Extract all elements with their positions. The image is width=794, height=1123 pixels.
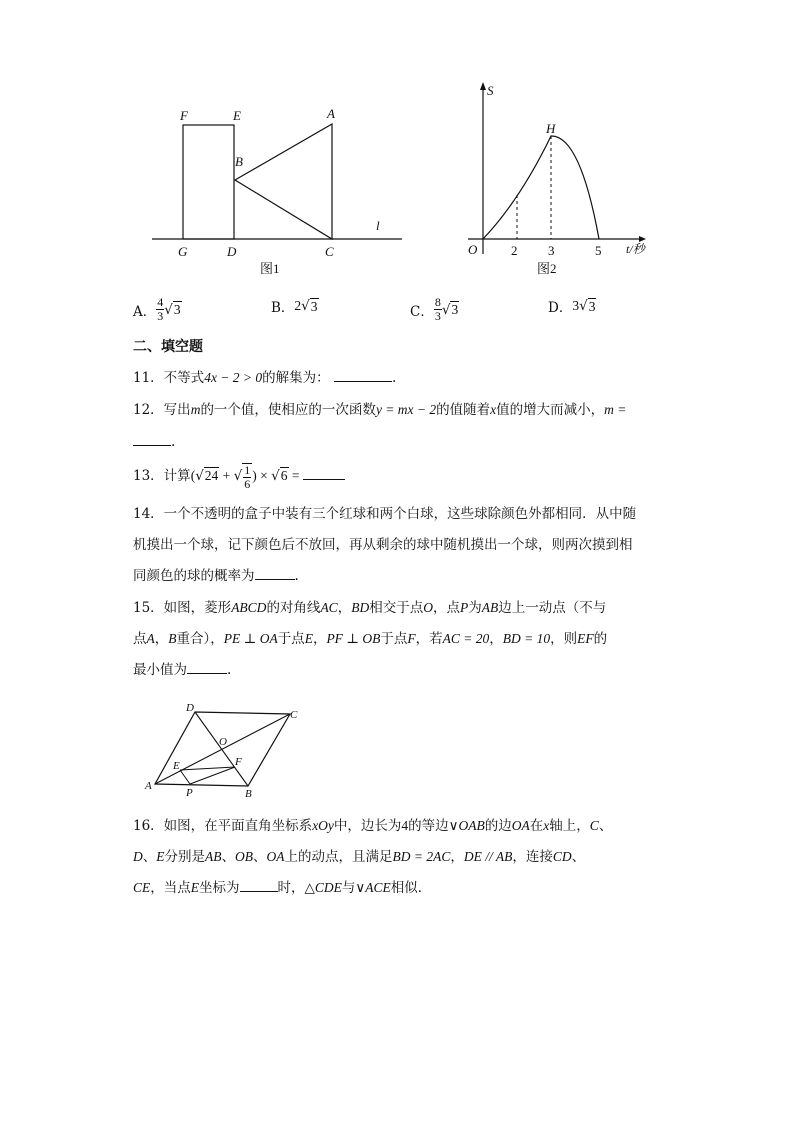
choice-a-fraction <box>156 296 164 323</box>
choice-b[interactable] <box>271 296 319 316</box>
label-D: D <box>186 702 194 714</box>
q13-radicand-2: 6 <box>280 468 288 483</box>
q12-var-m: m <box>190 402 201 417</box>
choice-c-den: 3 <box>434 309 441 323</box>
q11-prefix: 11．不等式 <box>133 370 205 386</box>
tick-2: 2 <box>511 243 518 258</box>
choice-c-label: C． <box>410 303 434 320</box>
figure-2-caption: 图2 <box>537 261 557 276</box>
choice-b-coef: 2 <box>294 298 302 313</box>
label-A: A <box>145 780 152 792</box>
label-E: E <box>233 108 241 123</box>
label-t-seconds: t/秒 <box>626 242 645 256</box>
label-D: D <box>227 244 237 259</box>
q12-prefix: 12．写出 <box>133 402 191 418</box>
question-12 <box>133 396 663 424</box>
label-O: O <box>219 736 227 748</box>
choice-a-radicand: 3 <box>173 302 181 317</box>
choice-c[interactable] <box>410 296 459 323</box>
label-F: F <box>235 756 242 768</box>
radical-icon: √ <box>441 301 451 318</box>
label-E: E <box>173 760 180 772</box>
triangle-abc <box>235 124 332 239</box>
label-H: H <box>546 121 556 136</box>
radical-icon: √ <box>579 298 588 314</box>
radical-icon: √ <box>271 468 280 484</box>
label-F: F <box>180 108 188 123</box>
q11-answer-blank[interactable] <box>334 367 392 382</box>
q13-frac-den: 6 <box>244 476 251 491</box>
curve-s-t <box>483 136 599 239</box>
label-l: l <box>376 218 380 233</box>
tick-5: 5 <box>595 243 602 258</box>
choice-d-coef: 3 <box>572 298 580 313</box>
diagonal-bd <box>195 712 248 786</box>
label-S: S <box>487 83 494 98</box>
q12-answer-blank[interactable] <box>133 431 171 446</box>
q11-expression: 4x − 2 > 0 <box>204 370 263 385</box>
label-P: P <box>186 787 193 799</box>
segment-ef <box>180 767 235 770</box>
label-O: O <box>468 242 478 257</box>
question-14-line-2: 机摸出一个球，记下颜色后不放回，再从剩余的球中随机摸出一个球，则两次摸到相 <box>133 537 633 553</box>
question-16-line-3: CE，当点E坐标为 时，△CDE与∨ACE相似． <box>133 874 663 902</box>
q13-radicand-1: 24 <box>204 468 219 483</box>
q14-answer-blank[interactable] <box>255 565 295 580</box>
q12-mid2: 的值随着 <box>436 402 491 418</box>
choice-a-label: A． <box>133 303 157 320</box>
q13-prefix: 13．计算 <box>133 468 191 484</box>
label-G: G <box>178 244 188 259</box>
q14-line3: 同颜色的球的概率为 <box>133 568 255 584</box>
q13-answer-blank[interactable] <box>303 465 345 480</box>
tick-3: 3 <box>548 243 555 258</box>
question-16-line-1: 16．如图，在平面直角坐标系xOy中，边长为4的等边∨OAB的边OA在x轴上，C、 <box>133 818 613 834</box>
label-C: C <box>325 244 334 259</box>
choice-d[interactable] <box>548 296 596 316</box>
y-axis-arrow <box>480 82 486 90</box>
segment-pe <box>180 770 190 784</box>
label-C: C <box>290 709 298 721</box>
q12-expression: y = mx − 2 <box>375 402 437 417</box>
question-16-line-2: D、E分别是AB、OB、OA上的动点，且满足BD = 2AC，DE // AB，连接CD、 <box>133 849 586 865</box>
question-15-line-1: 15．如图，菱形ABCD的对角线AC，BD相交于点O，点P为AB边上一动点（不与 <box>133 600 607 616</box>
label-B: B <box>235 154 243 169</box>
q13-fraction <box>242 463 252 491</box>
q13-frac-num: 1 <box>244 462 251 477</box>
question-14-line-3 <box>133 562 663 590</box>
q11-suffix: 的解集为： <box>262 370 330 386</box>
question-15-line-3: 最小值为 . <box>133 656 663 684</box>
question-15-line-2: 点A，B重合），PE ⊥ OA于点E，PF ⊥ OB于点F，若AC = 20，BD = 10，则EF的 <box>133 631 608 647</box>
radical-icon: √ <box>301 298 310 314</box>
figure-2 <box>460 80 660 285</box>
q15-answer-blank[interactable] <box>187 659 227 674</box>
question-14-line-1: 14．一个不透明的盒子中装有三个红球和两个白球，这些球除颜色外都相同．从中随 <box>133 506 637 522</box>
radical-icon: √ <box>195 468 204 484</box>
label-A: A <box>327 106 335 121</box>
choice-b-label: B． <box>271 300 295 316</box>
rectangle-gdef <box>183 125 234 239</box>
choice-c-radicand: 3 <box>451 302 459 317</box>
q12-end: . <box>171 434 176 450</box>
choice-c-num: 8 <box>434 295 441 309</box>
choice-a[interactable] <box>133 296 182 323</box>
q12-tail: m = <box>604 402 627 417</box>
figure-1-caption: 图1 <box>260 261 280 276</box>
q12-var-x: x <box>490 402 497 417</box>
q16-answer-blank[interactable] <box>240 877 278 892</box>
q12-mid3: 值的增大而减小， <box>496 402 605 418</box>
radical-icon: √ <box>233 468 243 484</box>
choice-c-fraction <box>434 296 442 323</box>
q14-end: . <box>294 568 299 584</box>
figure-1 <box>140 100 410 285</box>
label-B: B <box>245 788 252 800</box>
question-13: 13．计算(√24 + √ $\frac{1}{6}$ ) × √6 = <box>133 460 663 492</box>
choice-d-label: D． <box>548 300 573 316</box>
choice-a-num: 4 <box>157 295 164 309</box>
choice-b-radicand: 3 <box>310 298 318 314</box>
choice-d-radicand: 3 <box>588 298 596 314</box>
radical-icon: √ <box>164 301 173 318</box>
figure-rhombus <box>140 700 310 805</box>
q12-mid1: 的一个值，使相应的一次函数 <box>200 402 376 418</box>
question-12-line-2 <box>133 428 663 456</box>
choice-a-den: 3 <box>157 309 164 323</box>
q11-end: . <box>391 370 397 386</box>
section-title: 二、填空题 <box>133 339 203 355</box>
question-11 <box>133 364 663 392</box>
